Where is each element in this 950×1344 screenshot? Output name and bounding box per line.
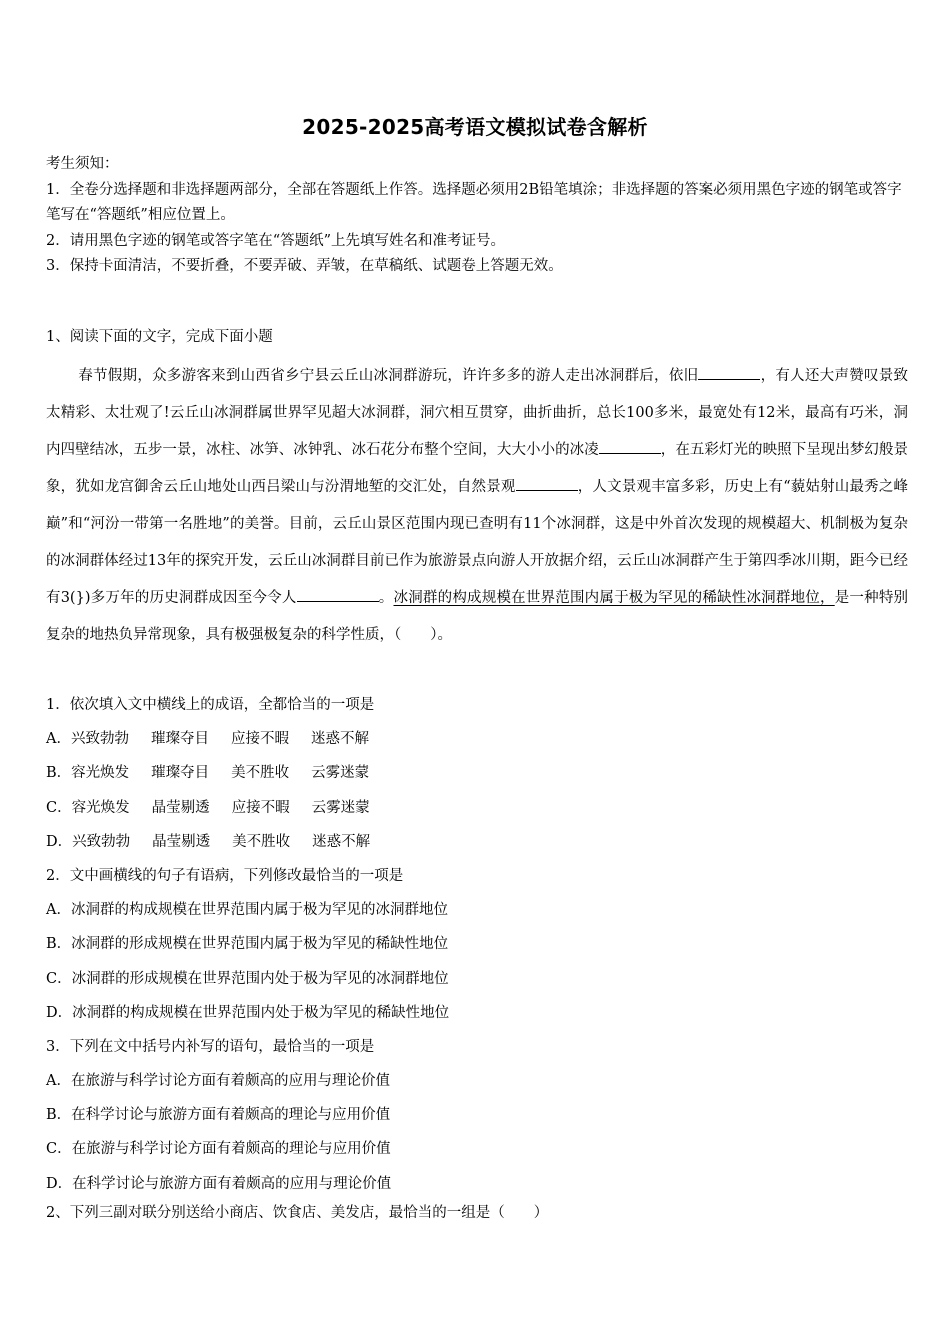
option-row (46, 791, 906, 825)
option-label: D． (46, 1004, 73, 1021)
notice-item: 1．全卷分选择题和非选择题两部分，全部在答题纸上作答。选择题必须用2B铅笔填涂；非选择题的答案必须用黑色字迹的钢笔或答字笔写在“答题纸”相应位置上。 (46, 181, 902, 223)
passage-text: ，在五彩灯光的映照下呈现出梦幻般景象，犹如龙宫御舍云丘山地处山西吕梁山与汾渭地堑的交汇处，自然景观 (46, 442, 909, 495)
question-stem: 2．文中画横线的句子有语病，下列修改最恰当的一项是 (46, 867, 404, 884)
option-label: C． (46, 970, 72, 987)
question-stem: 3．下列在文中括号内补写的语句，最恰当的一项是 (46, 1038, 375, 1055)
notice-block (46, 152, 906, 280)
option-word: 美不胜收 (232, 833, 291, 850)
option-row (46, 927, 906, 961)
option-word: 璀璨夺目 (151, 765, 210, 782)
fill-blank (516, 476, 578, 491)
fill-blank (297, 587, 379, 602)
reading-passage (46, 358, 908, 654)
question-stem: 1．依次填入文中横线上的成语，全都恰当的一项是 (46, 697, 375, 713)
option-text: 在科学讨论与旅游方面有着颇高的理论与应用价值 (71, 1107, 391, 1124)
option-label: A． (46, 902, 71, 919)
option-word: 美不胜收 (231, 765, 290, 782)
option-label: B． (46, 936, 72, 953)
option-word: 云雾迷蒙 (311, 765, 370, 782)
option-label: B． (46, 765, 72, 782)
option-row (46, 1132, 906, 1166)
section-heading: 2、下列三副对联分别送给小商店、饮食店、美发店，最恰当的一组是（ ） (46, 1205, 549, 1221)
option-word: 应接不暇 (231, 799, 290, 816)
option-text: 冰洞群的构成规模在世界范围内处于极为罕见的稀缺性地位 (72, 1004, 450, 1021)
option-word: 兴致勃勃 (72, 833, 131, 850)
notice-item: 3．保持卡面清洁，不要折叠，不要弄破、弄皱，在草稿纸、试题卷上答题无效。 (46, 258, 563, 274)
notice-heading: 考生须知： (46, 156, 119, 172)
option-row (46, 756, 906, 790)
option-word: 应接不暇 (230, 731, 289, 748)
option-label: A． (46, 731, 71, 748)
option-text: 在旅游与科学讨论方面有着颇高的理论与应用价值 (71, 1141, 391, 1158)
option-label: C． (46, 799, 72, 816)
option-label: B． (46, 1107, 72, 1124)
passage-text: 是一种特别复杂的地热负异常现象，具有极强极复杂的科学性质，（ ）。 (46, 590, 909, 643)
option-row (46, 962, 906, 996)
option-text: 冰洞群的形成规模在世界范围内属于极为罕见的稀缺性地位 (71, 936, 449, 953)
passage-text: ，有人还大声赞叹景致太精彩、太壮观了!云丘山冰洞群属世界罕见超大冰洞群，洞穴相互贯穿，曲折曲折，总长100多米，最宽处有12米，最高有巧米，洞内四壁结冰，五步一景，冰柱、冰笋、冰钟乳、冰石花分布整个空间，大大小小的冰凌 (46, 368, 909, 458)
fill-blank (599, 439, 661, 454)
option-word: 兴致勃勃 (70, 731, 129, 748)
option-label: D． (46, 1175, 73, 1192)
passage-text: ，人文景观丰富多彩，历史上有“藐姑射山最秀之峰巅”和“河汾一带第一名胜地”的美誉。目前，云丘山景区范围内现已查明有11个冰洞群，这是中外首次发现的规模超大、机制极为复杂的冰洞群体经过13年的探究开发，云丘山冰洞群目前已作为旅游景点向游人开放据介绍，云丘山冰洞群产生于第四季冰川期，距今已经有3(})多万年的历史洞群成因至今令人 (46, 479, 908, 606)
passage-text: 春节假期，众多游客来到山西省乡宁县云丘山冰洞群游玩，许许多多的游人走出冰洞群后，依旧 (78, 368, 699, 384)
option-text: 冰洞群的形成规模在世界范围内处于极为罕见的冰洞群地位 (71, 970, 449, 987)
option-text: 在旅游与科学讨论方面有着颇高的应用与理论价值 (70, 1073, 390, 1090)
option-row (46, 1098, 906, 1132)
option-row (46, 1167, 906, 1201)
option-text: 在科学讨论与旅游方面有着颇高的应用与理论价值 (72, 1175, 392, 1192)
option-word: 迷惑不解 (312, 833, 371, 850)
page-title: 2025-2025高考语文模拟试卷含解析 (302, 115, 648, 139)
option-row (46, 825, 906, 859)
option-word: 云雾迷蒙 (311, 799, 370, 816)
option-label: A． (46, 1073, 71, 1090)
notice-item: 2．请用黑色字迹的钢笔或答字笔在“答题纸”上先填写姓名和准考证号。 (46, 232, 506, 249)
option-word: 容光焕发 (71, 799, 130, 816)
section-heading: 1、阅读下面的文字，完成下面小题 (46, 329, 273, 345)
option-label: D． (46, 833, 73, 850)
option-word: 璀璨夺目 (150, 731, 209, 748)
questions-block (46, 688, 906, 1201)
option-row (46, 1064, 906, 1098)
underlined-sentence: 冰洞群的构成规模在世界范围内属于极为罕见的稀缺性冰洞群地位， (393, 590, 835, 606)
passage-text: 。 (378, 590, 394, 606)
option-text: 冰洞群的构成规模在世界范围内属于极为罕见的冰洞群地位 (70, 902, 448, 919)
option-word: 迷惑不解 (310, 731, 369, 748)
option-label: C． (46, 1141, 72, 1158)
option-row (46, 996, 906, 1030)
option-word: 晶莹剔透 (152, 833, 211, 850)
fill-blank (698, 365, 760, 380)
option-row (46, 893, 906, 927)
option-word: 晶莹剔透 (151, 799, 210, 816)
option-row (46, 722, 906, 756)
option-word: 容光焕发 (71, 765, 130, 782)
